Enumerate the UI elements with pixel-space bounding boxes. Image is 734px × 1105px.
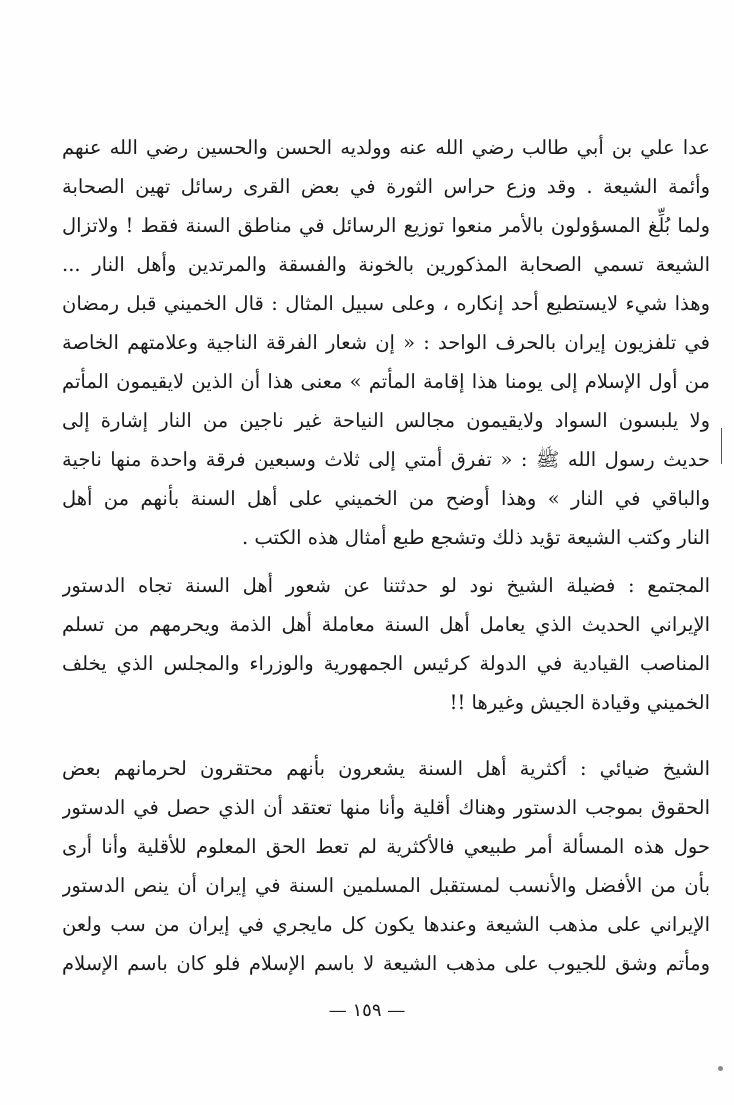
text-line: حديث رسول الله ﷺ : « تفرق أمتي إلى ثلاث وسبعين فرقة واحدة منها ناجية [62, 448, 710, 471]
paragraph-2 [62, 566, 710, 722]
text-line: النار وكتب الشيعة تؤيد ذلك وتشجع طبع أمثال هذه الكتب . [242, 526, 710, 549]
text-line: حول هذه المسألة أمر طبيعي فالأكثرية لم تعط الحق المعلوم للأقلية وأنا أرى [62, 835, 710, 858]
text-line: والباقي في النار » وهذا أوضح من الخميني على أهل السنة بأنهم من أهل [62, 487, 710, 510]
text-line: وأئمة الشيعة . وقد وزع حراس الثورة في بعض القرى رسائل تهين الصحابة [62, 175, 710, 198]
text-line: ولما بُلِّغ المسؤولون بالأمر منعوا توزيع الرسائل في مناطق السنة فقط ! ولاتزال [62, 214, 710, 237]
text-line: الإيراني الحديث الذي يعامل أهل السنة معاملة أهل الذمة ويحرمهم من تسلم [62, 613, 710, 636]
text-line: من أول الإسلام إلى يومنا هذا إقامة المأتم » معنى هذا أن الذين لايقيمون المأتم [62, 370, 710, 393]
text-line: الخميني وقيادة الجيش وغيرها !! [449, 691, 710, 714]
text-line: المناصب القيادية في الدولة كرئيس الجمهورية والوزراء والمجلس الذي يخلف [62, 652, 710, 675]
paragraph-3 [62, 749, 710, 983]
text-line: الحقوق بموجب الدستور وهناك أقلية وأنا منها تعتقد أن الذي حصل في الدستور [62, 796, 710, 819]
margin-mark [721, 428, 722, 464]
page-number: — ١٥٩ — [328, 1000, 406, 1021]
text-line: المجتمع : فضيلة الشيخ نود لو حدثتنا عن شعور أهل السنة تجاه الدستور [62, 574, 710, 597]
text-line: ولا يلبسون السواد ولايقيمون مجالس النياحة غير ناجين من النار إشارة إلى [62, 409, 710, 432]
text-line: الإيراني على مذهب الشيعة وعندها يكون كل مايجري في إيران من سب ولعن [62, 913, 710, 936]
paragraph-1 [62, 128, 710, 557]
text-line: بأن من الأفضل والأنسب لمستقبل المسلمين السنة في إيران أن ينص الدستور [62, 874, 710, 897]
text-line: وهذا شيء لايستطيع أحد إنكاره ، وعلى سبيل المثال : قال الخميني قبل رمضان [62, 292, 710, 315]
text-line: الشيخ ضيائي : أكثرية أهل السنة يشعرون بأنهم محتقرون لحرمانهم بعض [62, 757, 710, 780]
scan-speck [718, 1066, 723, 1071]
text-line: عدا علي بن أبي طالب رضي الله عنه وولديه الحسن والحسين رضي الله عنهم [62, 136, 710, 159]
text-line: في تلفزيون إيران بالحرف الواحد : « إن شعار الفرقة الناجية وعلامتهم الخاصة [62, 331, 710, 354]
text-line: ومأتم وشق للجيوب على مذهب الشيعة لا باسم الإسلام فلو كان باسم الإسلام [62, 952, 710, 975]
text-line: الشيعة تسمي الصحابة المذكورين بالخونة والفسقة والمرتدين وأهل النار ... [62, 253, 710, 276]
